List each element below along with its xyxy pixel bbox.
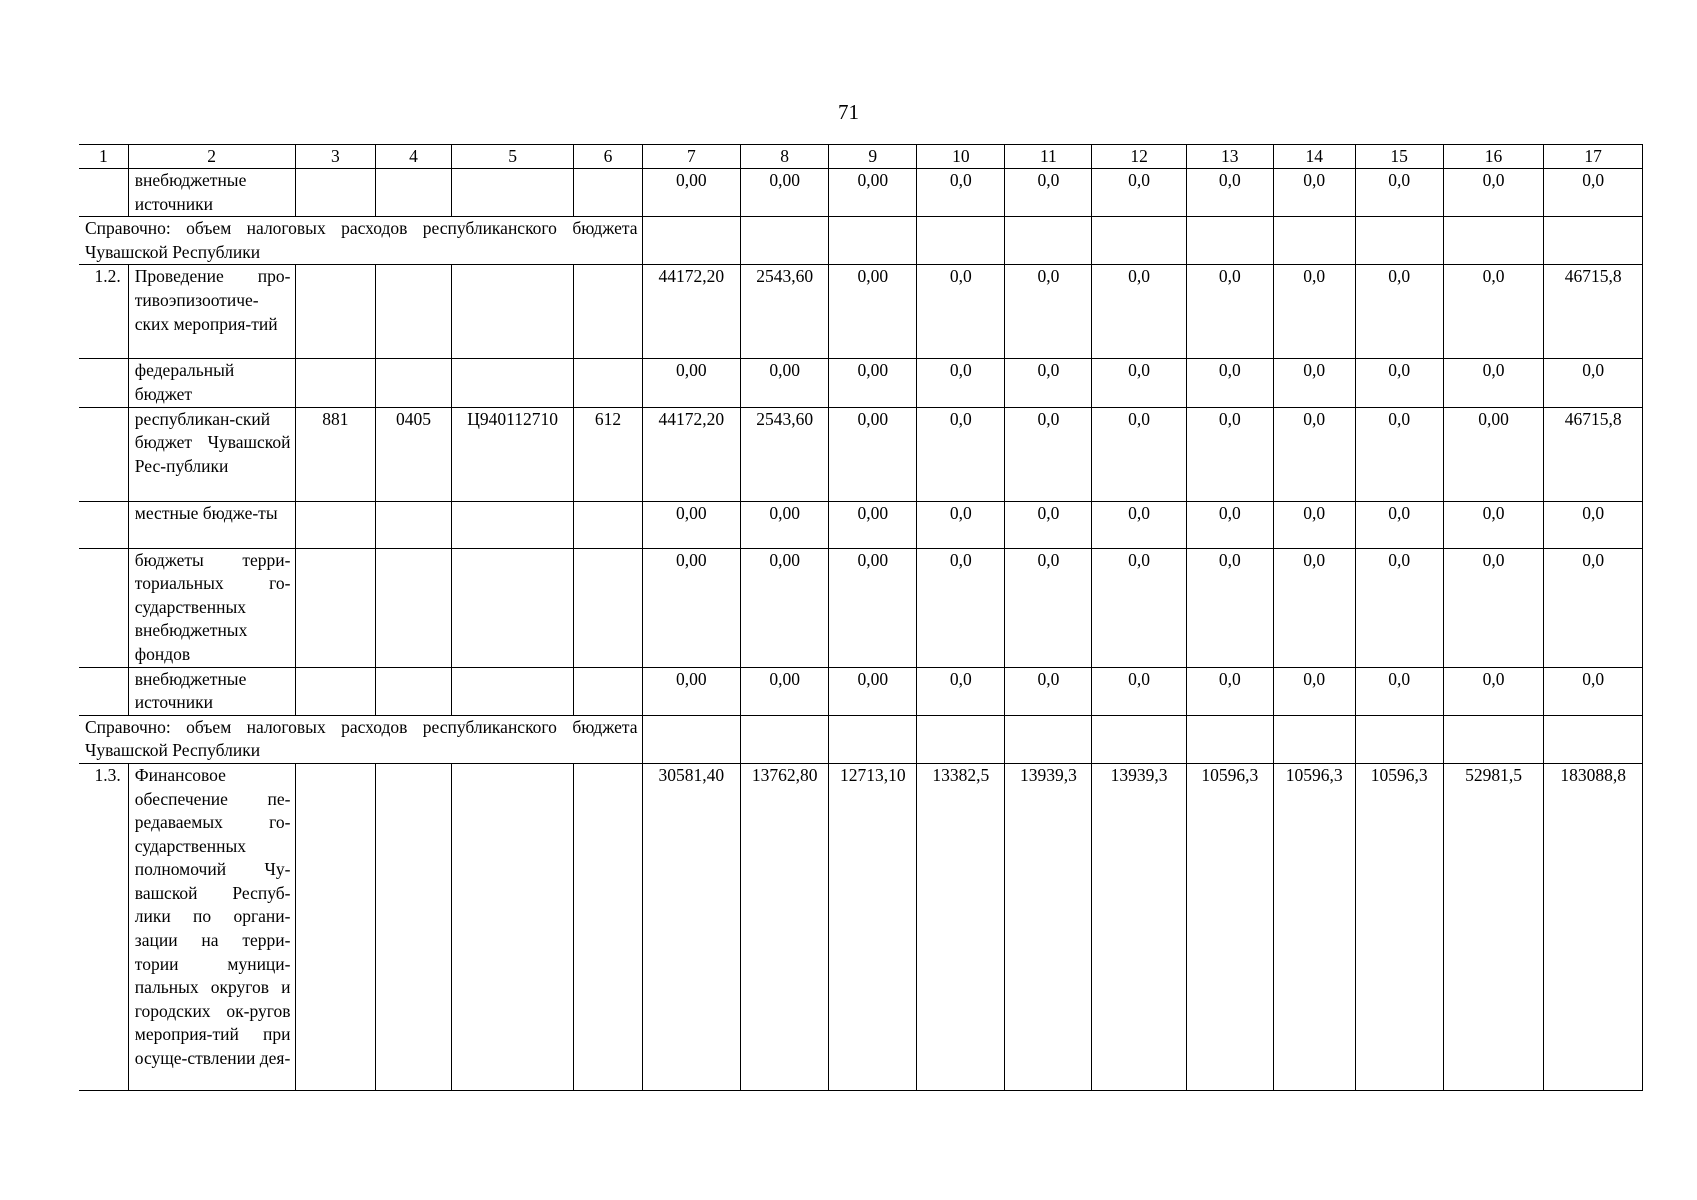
value-cell: 10596,3 [1186, 763, 1273, 1090]
column-header: 5 [451, 145, 574, 169]
row-index-cell: 1.3. [79, 763, 128, 1090]
value-cell: 0,0 [1092, 407, 1186, 501]
value-cell: 0,0 [1005, 407, 1092, 501]
value-cell [741, 217, 829, 265]
table-row [79, 169, 1643, 217]
value-cell: 0,0 [917, 407, 1005, 501]
value-cell: 0,0 [1355, 501, 1443, 548]
table-body [79, 145, 1643, 1091]
value-cell: 0,0 [1005, 265, 1092, 359]
value-cell [741, 715, 829, 763]
target-article-cell [451, 548, 574, 667]
value-cell: 0,0 [1544, 359, 1643, 407]
value-cell: 2543,60 [741, 265, 829, 359]
page-number: 71 [838, 100, 859, 124]
value-cell [1186, 217, 1273, 265]
value-cell: 0,0 [1186, 265, 1273, 359]
value-cell: 0,0 [1443, 359, 1544, 407]
value-cell: 12713,10 [829, 763, 917, 1090]
ministry-code-cell [295, 359, 376, 407]
value-cell [1092, 217, 1186, 265]
value-cell: 0,0 [1355, 407, 1443, 501]
expense-type-cell [574, 667, 642, 715]
value-cell: 0,00 [741, 169, 829, 217]
value-cell [829, 715, 917, 763]
value-cell [917, 217, 1005, 265]
column-header: 6 [574, 145, 642, 169]
target-article-cell [451, 763, 574, 1090]
row-name-cell: республикан-ский бюджет Чувашской Рес-публики [128, 407, 295, 501]
value-cell: 0,0 [1005, 169, 1092, 217]
value-cell: 0,00 [1443, 407, 1544, 501]
row-index-cell [79, 359, 128, 407]
column-header: 4 [376, 145, 452, 169]
column-header: 17 [1544, 145, 1643, 169]
value-cell: 0,0 [1544, 667, 1643, 715]
value-cell: 0,0 [1186, 548, 1273, 667]
value-cell: 0,00 [829, 265, 917, 359]
value-cell: 0,0 [1544, 501, 1643, 548]
row-name-cell: Финансовое обеспечение пе-редаваемых го-сударственных полномочий Чу-вашской Респуб-лики по органи-зации на терри-тории муници-пальных округов и городских ок-ругов мероприя-тий при осуще-ствлении дея- [128, 763, 295, 1090]
value-cell: 13939,3 [1092, 763, 1186, 1090]
value-cell [1273, 715, 1355, 763]
value-cell: 0,0 [1273, 501, 1355, 548]
target-article-cell [451, 501, 574, 548]
row-name-cell: внебюджетные источники [128, 169, 295, 217]
value-cell [1544, 715, 1643, 763]
target-article-cell [451, 169, 574, 217]
expense-type-cell [574, 501, 642, 548]
value-cell: 0,00 [741, 548, 829, 667]
value-cell: 0,0 [1443, 265, 1544, 359]
value-cell: 0,00 [642, 667, 741, 715]
column-header: 14 [1273, 145, 1355, 169]
row-index-cell [79, 169, 128, 217]
table-row [79, 763, 1643, 1090]
value-cell: 0,0 [1443, 548, 1544, 667]
column-header: 11 [1005, 145, 1092, 169]
reference-note-cell: Справочно: объем налоговых расходов республиканского бюджета Чувашской Республики [79, 217, 642, 265]
value-cell: 0,0 [1355, 667, 1443, 715]
value-cell: 0,00 [829, 548, 917, 667]
section-code-cell [376, 169, 452, 217]
value-cell: 183088,8 [1544, 763, 1643, 1090]
value-cell: 0,0 [917, 359, 1005, 407]
table-header-row [79, 145, 1643, 169]
value-cell: 10596,3 [1355, 763, 1443, 1090]
ministry-code-cell [295, 169, 376, 217]
table-row [79, 359, 1643, 407]
value-cell: 0,0 [1005, 667, 1092, 715]
value-cell: 0,00 [642, 359, 741, 407]
target-article-cell [451, 359, 574, 407]
row-name-cell: федеральный бюджет [128, 359, 295, 407]
value-cell: 0,0 [1092, 359, 1186, 407]
value-cell: 30581,40 [642, 763, 741, 1090]
value-cell [1005, 715, 1092, 763]
value-cell: 0,0 [1092, 501, 1186, 548]
target-article-cell [451, 667, 574, 715]
value-cell: 0,0 [1544, 169, 1643, 217]
table-row [79, 667, 1643, 715]
value-cell [1186, 715, 1273, 763]
row-name-cell: бюджеты терри-ториальных го-сударственных внебюджетных фондов [128, 548, 295, 667]
ministry-code-cell: 881 [295, 407, 376, 501]
value-cell: 46715,8 [1544, 407, 1643, 501]
value-cell: 0,0 [1092, 169, 1186, 217]
expense-type-cell: 612 [574, 407, 642, 501]
column-header: 7 [642, 145, 741, 169]
value-cell: 0,0 [1355, 169, 1443, 217]
value-cell: 0,0 [1092, 667, 1186, 715]
value-cell [1092, 715, 1186, 763]
row-index-cell: 1.2. [79, 265, 128, 359]
value-cell: 0,0 [1355, 265, 1443, 359]
value-cell [1355, 217, 1443, 265]
value-cell: 0,0 [1273, 407, 1355, 501]
budget-table [79, 144, 1643, 1091]
section-code-cell [376, 359, 452, 407]
section-code-cell [376, 501, 452, 548]
value-cell: 0,0 [917, 548, 1005, 667]
value-cell: 0,0 [917, 667, 1005, 715]
column-header: 9 [829, 145, 917, 169]
value-cell [642, 715, 741, 763]
value-cell: 0,0 [917, 265, 1005, 359]
value-cell: 0,0 [1273, 169, 1355, 217]
value-cell: 0,0 [1273, 548, 1355, 667]
section-code-cell: 0405 [376, 407, 452, 501]
ministry-code-cell [295, 548, 376, 667]
value-cell: 0,00 [829, 169, 917, 217]
value-cell: 0,0 [1186, 359, 1273, 407]
value-cell: 13382,5 [917, 763, 1005, 1090]
value-cell: 13939,3 [1005, 763, 1092, 1090]
column-header: 8 [741, 145, 829, 169]
section-code-cell [376, 548, 452, 667]
row-index-cell [79, 407, 128, 501]
row-index-cell [79, 548, 128, 667]
value-cell [1443, 715, 1544, 763]
row-name-cell: Проведение про-тивоэпизоотиче-ских мероприя-тий [128, 265, 295, 359]
value-cell: 0,00 [642, 501, 741, 548]
section-code-cell [376, 763, 452, 1090]
section-code-cell [376, 667, 452, 715]
value-cell: 0,0 [1355, 548, 1443, 667]
ministry-code-cell [295, 667, 376, 715]
row-index-cell [79, 667, 128, 715]
value-cell: 0,00 [829, 667, 917, 715]
table-row [79, 407, 1643, 501]
column-header: 10 [917, 145, 1005, 169]
ministry-code-cell [295, 501, 376, 548]
value-cell: 0,0 [1005, 501, 1092, 548]
ministry-code-cell [295, 763, 376, 1090]
value-cell: 0,0 [1005, 548, 1092, 667]
section-code-cell [376, 265, 452, 359]
value-cell: 0,00 [642, 548, 741, 667]
target-article-cell [451, 265, 574, 359]
ministry-code-cell [295, 265, 376, 359]
value-cell: 0,0 [1186, 407, 1273, 501]
expense-type-cell [574, 169, 642, 217]
value-cell: 0,00 [829, 501, 917, 548]
table-row [79, 715, 1643, 763]
value-cell: 0,0 [1186, 667, 1273, 715]
column-header: 13 [1186, 145, 1273, 169]
value-cell [917, 715, 1005, 763]
value-cell [642, 217, 741, 265]
column-header: 1 [79, 145, 128, 169]
value-cell: 0,00 [741, 667, 829, 715]
table-row [79, 217, 1643, 265]
value-cell: 44172,20 [642, 407, 741, 501]
value-cell: 0,0 [1443, 667, 1544, 715]
value-cell: 0,0 [1186, 501, 1273, 548]
value-cell: 0,0 [1443, 169, 1544, 217]
value-cell: 0,00 [741, 359, 829, 407]
column-header: 16 [1443, 145, 1544, 169]
value-cell [1005, 217, 1092, 265]
table-row [79, 265, 1643, 359]
expense-type-cell [574, 265, 642, 359]
column-header: 2 [128, 145, 295, 169]
table-row [79, 548, 1643, 667]
expense-type-cell [574, 548, 642, 667]
row-index-cell [79, 501, 128, 548]
value-cell: 10596,3 [1273, 763, 1355, 1090]
value-cell: 0,00 [741, 501, 829, 548]
value-cell: 0,0 [1092, 548, 1186, 667]
value-cell [1443, 217, 1544, 265]
value-cell: 0,0 [917, 501, 1005, 548]
row-name-cell: внебюджетные источники [128, 667, 295, 715]
expense-type-cell [574, 359, 642, 407]
value-cell [1273, 217, 1355, 265]
value-cell: 0,0 [917, 169, 1005, 217]
value-cell [1355, 715, 1443, 763]
expense-type-cell [574, 763, 642, 1090]
value-cell: 0,0 [1092, 265, 1186, 359]
column-header: 15 [1355, 145, 1443, 169]
reference-note-cell: Справочно: объем налоговых расходов республиканского бюджета Чувашской Республики [79, 715, 642, 763]
value-cell: 0,00 [829, 359, 917, 407]
value-cell: 52981,5 [1443, 763, 1544, 1090]
value-cell: 13762,80 [741, 763, 829, 1090]
value-cell: 0,0 [1273, 667, 1355, 715]
value-cell: 0,0 [1443, 501, 1544, 548]
value-cell: 0,0 [1273, 265, 1355, 359]
value-cell [1544, 217, 1643, 265]
column-header: 3 [295, 145, 376, 169]
value-cell: 44172,20 [642, 265, 741, 359]
value-cell: 0,0 [1544, 548, 1643, 667]
value-cell: 2543,60 [741, 407, 829, 501]
value-cell: 0,0 [1355, 359, 1443, 407]
target-article-cell: Ц940112710 [451, 407, 574, 501]
value-cell: 0,00 [829, 407, 917, 501]
row-name-cell: местные бюдже-ты [128, 501, 295, 548]
value-cell: 0,00 [642, 169, 741, 217]
value-cell: 0,0 [1273, 359, 1355, 407]
value-cell: 46715,8 [1544, 265, 1643, 359]
value-cell: 0,0 [1005, 359, 1092, 407]
table-row [79, 501, 1643, 548]
column-header: 12 [1092, 145, 1186, 169]
value-cell [829, 217, 917, 265]
value-cell: 0,0 [1186, 169, 1273, 217]
